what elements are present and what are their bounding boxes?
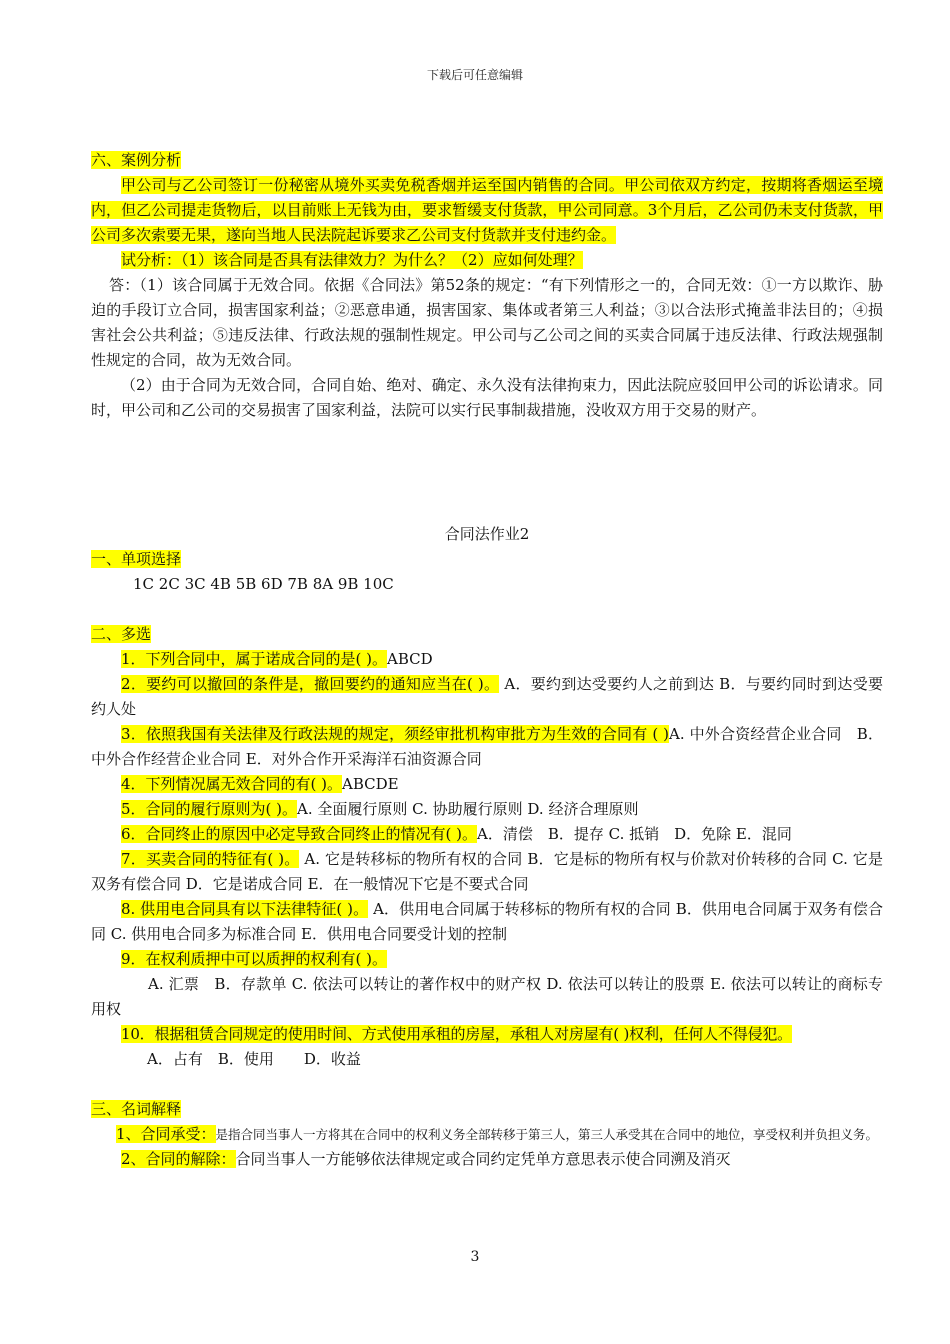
multi-item-9-options: A. 汇票 B．存款单 C. 依法可以转让的著作权中的财产权 D. 依法可以转让的股票 E. 依法可以转让的商标专用权 (91, 975, 883, 1018)
terms-heading: 三、名词解释 (91, 1100, 182, 1118)
case-analysis-section (91, 148, 883, 423)
multi-item-9: 9．在权利质押中可以质押的权利有( )。 (121, 950, 388, 968)
single-choice-heading: 一、单项选择 (91, 550, 182, 568)
case-answer-2: （2）由于合同为无效合同，合同自始、绝对、确定、永久没有法律拘束力，因此法院应驳回甲公司的诉讼请求。同时，甲公司和乙公司的交易损害了国家利益，法院可以实行民事制裁措施，没收双方用于交易的财产。 (91, 376, 883, 419)
homework-title: 合同法作业2 (444, 525, 530, 543)
single-choice-answers: 1C 2C 3C 4B 5B 6D 7B 8A 9B 10C (133, 575, 394, 593)
case-answer-1: 答：（1）该合同属于无效合同。依据《合同法》第52条的规定：“有下列情形之一的，合同无效：①一方以欺诈、胁迫的手段订立合同，损害国家利益；②恶意串通，损害国家、集体或者第三人利益；③以合法形式掩盖非法目的；④损害社会公共利益；⑤违反法律、行政法规的强制性规定。甲公司与乙公司之间的买卖合同属于违反法律、行政法规强制性规定的合同，故为无效合同。 (91, 276, 883, 369)
multi-choice-heading: 二、多选 (91, 625, 152, 643)
case-heading: 六、案例分析 (91, 151, 182, 169)
term-1: 1、合同承受：是指合同当事人一方将其在合同中的权利义务全部转移于第三人，第三人承受其在合同中的地位，享受权利并负担义务。 (116, 1125, 879, 1143)
page-number: 3 (470, 1249, 480, 1265)
case-question: 试分析：（1）该合同是否具有法律效力？为什么？（2）应如何处理？ (121, 251, 583, 269)
multi-item-7: 7．买卖合同的特征有( )。 A. 它是转移标的物所有权的合同 B．它是标的物所有权与价款对价转移的合同 C. 它是双务有偿合同 D．它是诺成合同 E．在一般情况下它是不要式合同 (91, 850, 883, 893)
homework-section (91, 522, 883, 1172)
case-body: 甲公司与乙公司签订一份秘密从境外买卖免税香烟并运至国内销售的合同。甲公司依双方约定，按期将香烟运至境内，但乙公司提走货物后，以目前账上无钱为由，要求暂缓支付货款，甲公司同意。3个月后，乙公司仍未支付货款，甲公司多次索要无果，遂向当地人民法院起诉要求乙公司支付货款并支付违约金。 (91, 176, 883, 244)
multi-item-8: 8. 供用电合同具有以下法律特征( )。 A．供用电合同属于转移标的物所有权的合同 B．供用电合同属于双务有偿合同 C. 供用电合同多为标准合同 E．供用电合同要受计划的控制 (91, 900, 883, 943)
term-2: 2、合同的解除：合同当事人一方能够依法律规定或合同约定凭单方意思表示使合同溯及消灭 (121, 1150, 731, 1168)
multi-item-1: 1．下列合同中，属于诺成合同的是( )。ABCD (121, 650, 433, 668)
multi-item-4: 4．下列情况属无效合同的有( )。ABCDE (121, 775, 399, 793)
multi-item-10-options: A．占有 B．使用 D．收益 (147, 1050, 361, 1068)
multi-item-5: 5．合同的履行原则为( )。A. 全面履行原则 C. 协助履行原则 D. 经济合理原则 (121, 800, 639, 818)
multi-item-2: 2．要约可以撤回的条件是，撤回要约的通知应当在( )。 A．要约到达受要约人之前到达 B．与要约同时到达受要约人处 (91, 675, 883, 718)
page-header: 下载后可任意编辑 (426, 68, 523, 82)
multi-item-10: 10．根据租赁合同规定的使用时间、方式使用承租的房屋，承租人对房屋有( )权利，任何人不得侵犯。 (121, 1025, 792, 1043)
multi-item-6: 6．合同终止的原因中必定导致合同终止的情况有( )。A．清偿 B．提存 C. 抵销 D．免除 E．混同 (121, 825, 792, 843)
multi-item-3: 3．依照我国有关法律及行政法规的规定，须经审批机构审批方为生效的合同有 ( )A. 中外合资经营企业合同 B．中外合作经营企业合同 E．对外合作开采海洋石油资源合同 (91, 725, 883, 768)
